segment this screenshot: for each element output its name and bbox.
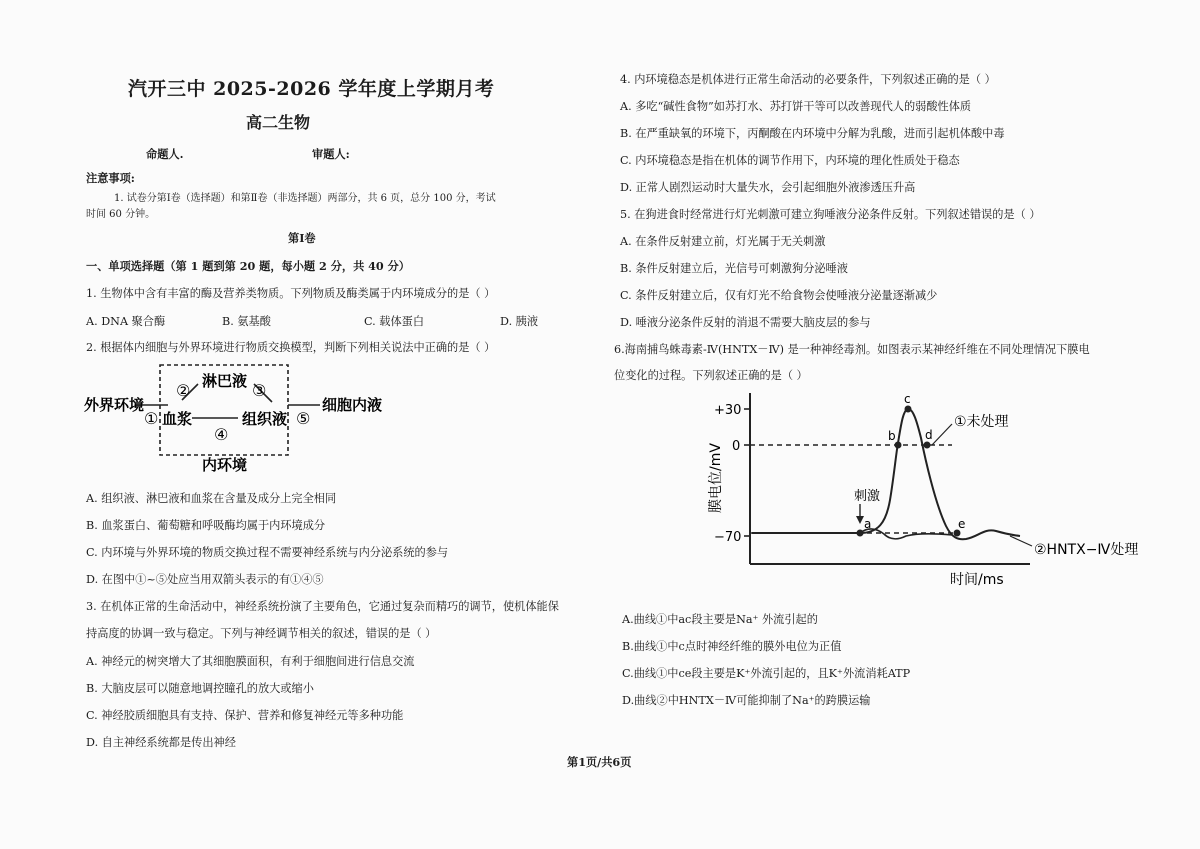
tick-m70-label: −70 bbox=[714, 530, 742, 545]
section-heading: 一、单项选择题（第 1 题到第 20 题，每小题 2 分，共 40 分） bbox=[86, 259, 410, 273]
label-c: c bbox=[904, 392, 911, 406]
q1-option-b: B. 氨基酸 bbox=[222, 315, 271, 328]
membrane-potential-graph bbox=[700, 388, 1160, 590]
q2-option-a: A. 组织液、淋巴液和血浆在含量及成分上完全相同 bbox=[86, 492, 337, 505]
q2-option-c: C. 内环境与外界环境的物质交换过程不需要神经系统与内分泌系统的参与 bbox=[86, 546, 449, 559]
setter-label: 命题人. bbox=[146, 147, 184, 161]
part-one-heading: 第Ⅰ卷 bbox=[288, 231, 316, 245]
label-d: d bbox=[925, 428, 933, 442]
q5-option-a: A. 在条件反射建立前，灯光属于无关刺激 bbox=[620, 235, 826, 248]
outside-env-label: 外界环境 bbox=[84, 396, 145, 414]
exam-title: 汽开三中 2025-2026 学年度上学期月考 bbox=[128, 78, 495, 100]
q5-option-b: B. 条件反射建立后，光信号可刺激狗分泌唾液 bbox=[620, 262, 848, 275]
x-axis-label: 时间/ms bbox=[950, 572, 1004, 588]
label-e: e bbox=[958, 517, 966, 531]
internal-env-label: 内环境 bbox=[202, 456, 248, 474]
label-n2: ② bbox=[176, 381, 191, 400]
q6-stem-line-1: 6.海南捕鸟蛛毒素-Ⅳ(HNTX－Ⅳ) 是一种神经毒剂。如图表示某神经纤维在不同处理情况下膜电 bbox=[614, 343, 1090, 356]
q3-option-d: D. 自主神经系统都是传出神经 bbox=[86, 736, 236, 749]
exam-subject: 高二生物 bbox=[246, 113, 311, 132]
q2-stem: 2. 根据体内细胞与外界环境进行物质交换模型，判断下列相关说法中正确的是（ ） bbox=[86, 341, 496, 354]
q1-option-d: D. 胰液 bbox=[500, 315, 539, 328]
q4-stem: 4. 内环境稳态是机体进行正常生命活动的必要条件，下列叙述正确的是（ ） bbox=[620, 73, 996, 86]
exchange-model-diagram bbox=[80, 360, 400, 480]
label-a: a bbox=[864, 517, 872, 531]
point-a bbox=[857, 530, 864, 537]
curve1-label: ①未处理 bbox=[954, 414, 1009, 430]
tick-p30-label: +30 bbox=[714, 403, 742, 418]
page-footer: 第1页/共6页 bbox=[567, 755, 632, 769]
q4-option-c: C. 内环境稳态是指在机体的调节作用下，内环境的理化性质处于稳态 bbox=[620, 154, 960, 167]
label-n1: ① bbox=[144, 409, 159, 428]
q3-option-a: A. 神经元的树突增大了其细胞膜面积，有利于细胞间进行信息交流 bbox=[86, 655, 415, 668]
tissue-fluid-label: 组织液 bbox=[242, 410, 288, 428]
notes-line-1: 1. 试卷分第Ⅰ卷（选择题）和第Ⅱ卷（非选择题）两部分，共 6 页，总分 100 分，考试 bbox=[114, 193, 496, 204]
q5-option-d: D. 唾液分泌条件反射的消退不需要大脑皮层的参与 bbox=[620, 316, 871, 329]
plasma-label: 血浆 bbox=[162, 410, 193, 428]
q4-option-a: A. 多吃“碱性食物”如苏打水、苏打饼干等可以改善现代人的弱酸性体质 bbox=[620, 100, 972, 113]
cell-fluid-label: 细胞内液 bbox=[322, 396, 383, 414]
curve1-leader bbox=[932, 424, 952, 445]
curve2-label: ②HNTX−Ⅳ处理 bbox=[1034, 542, 1139, 558]
tick-0-label: 0 bbox=[732, 439, 741, 454]
label-n4: ④ bbox=[214, 425, 229, 444]
q6-option-d: D.曲线②中HNTX－Ⅳ可能抑制了Na⁺的跨膜运输 bbox=[622, 694, 871, 707]
stimulus-arrow-head bbox=[856, 516, 864, 524]
q1-option-c: C. 载体蛋白 bbox=[364, 315, 425, 328]
q6-option-c: C.曲线①中ce段主要是K⁺外流引起的，且K⁺外流消耗ATP bbox=[622, 667, 911, 680]
notes-line-2: 时间 60 分钟。 bbox=[86, 209, 156, 220]
q2-option-b: B. 血浆蛋白、葡萄糖和呼吸酶均属于内环境成分 bbox=[86, 519, 326, 532]
q6-option-a: A.曲线①中ac段主要是Na⁺ 外流引起的 bbox=[622, 613, 818, 626]
notes-heading: 注意事项: bbox=[86, 171, 135, 185]
q5-option-c: C. 条件反射建立后，仅有灯光不给食物会使唾液分泌量逐渐减少 bbox=[620, 289, 938, 302]
q1-option-a: A. DNA 聚合酶 bbox=[86, 315, 166, 328]
q6-stem-line-2: 位变化的过程。下列叙述正确的是（ ） bbox=[614, 369, 808, 382]
q6-option-b: B.曲线①中c点时神经纤维的膜外电位为正值 bbox=[622, 640, 842, 653]
q3-stem-line-2: 持高度的协调一致与稳定。下列与神经调节相关的叙述，错误的是（ ） bbox=[86, 627, 437, 640]
q5-stem: 5. 在狗进食时经常进行灯光刺激可建立狗唾液分泌条件反射。下列叙述错误的是（ ） bbox=[620, 208, 1041, 221]
q1-stem: 1. 生物体中含有丰富的酶及营养类物质。下列物质及酶类属于内环境成分的是（ ） bbox=[86, 287, 496, 300]
curve2-leader bbox=[1010, 536, 1032, 546]
q3-stem-line-1: 3. 在机体正常的生命活动中，神经系统扮演了主要角色，它通过复杂而精巧的调节，使机体能保 bbox=[86, 600, 559, 613]
q4-option-b: B. 在严重缺氧的环境下，丙酮酸在内环境中分解为乳酸，进而引起机体酸中毒 bbox=[620, 127, 1005, 140]
label-n5: ⑤ bbox=[296, 409, 311, 428]
lymph-label: 淋巴液 bbox=[202, 372, 248, 390]
q3-option-b: B. 大脑皮层可以随意地调控瞳孔的放大或缩小 bbox=[86, 682, 314, 695]
q4-option-d: D. 正常人剧烈运动时大量失水，会引起细胞外液渗透压升高 bbox=[620, 181, 916, 194]
point-d bbox=[924, 442, 931, 449]
label-n3: ③ bbox=[252, 381, 267, 400]
point-c bbox=[905, 406, 912, 413]
y-axis-label: 膜电位/mV bbox=[708, 443, 724, 513]
stimulus-label: 刺激 bbox=[854, 489, 881, 504]
reviewer-label: 审题人: bbox=[312, 147, 350, 161]
q3-option-c: C. 神经胶质细胞具有支持、保护、营养和修复神经元等多种功能 bbox=[86, 709, 404, 722]
label-b: b bbox=[888, 429, 896, 443]
q2-option-d: D. 在图中①~⑤处应当用双箭头表示的有①④⑤ bbox=[86, 573, 324, 586]
